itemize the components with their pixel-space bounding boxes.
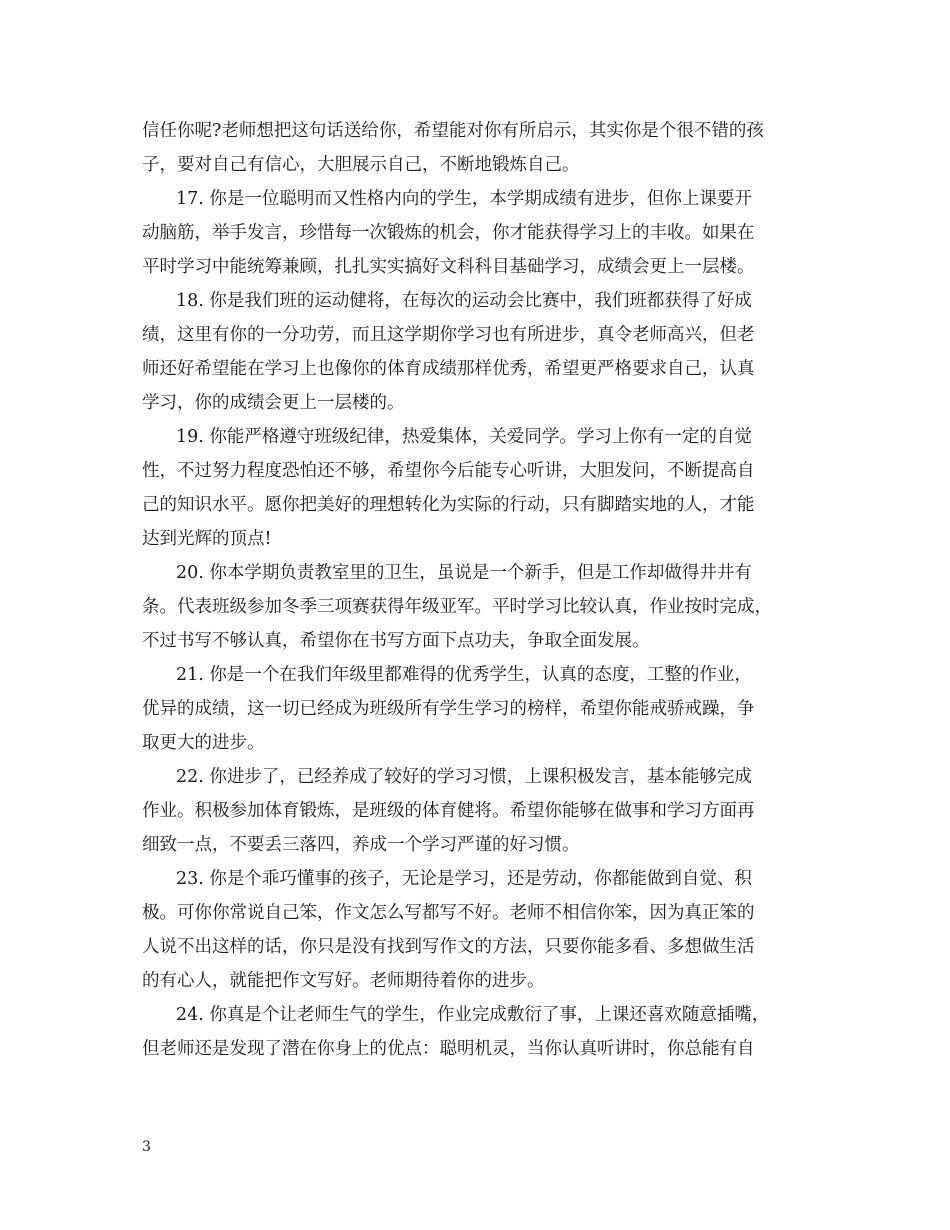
text-line: 子，要对自己有信心，大胆展示自己，不断地锻炼自己。 — [142, 155, 580, 175]
text-line: 动脑筋，举手发言，珍惜每一次锻炼的机会，你才能获得学习上的丰收。如果在 — [142, 223, 755, 243]
text-line: 信任你呢?老师想把这句话送给你，希望能对你有所启示，其实你是个很不错的孩 — [142, 121, 764, 141]
text-line: 优异的成绩，这一切已经成为班级所有学生学习的榜样，希望你能戒骄戒躁，争 — [142, 699, 755, 719]
numbered-paragraph-start: 23. 你是个乖巧懂事的孩子，无论是学习，还是劳动，你都能做到自觉、积 — [176, 869, 752, 889]
text-line: 但老师还是发现了潜在你身上的优点：聪明机灵，当你认真听讲时，你总能有自 — [142, 1039, 755, 1059]
numbered-paragraph-start: 21. 你是一个在我们年级里都难得的优秀学生，认真的态度，工整的作业， — [176, 665, 752, 685]
text-line: 绩，这里有你的一分功劳，而且这学期你学习也有所进步，真令老师高兴，但老 — [142, 325, 755, 345]
text-line: 条。代表班级参加冬季三项赛获得年级亚军。平时学习比较认真，作业按时完成， — [142, 597, 772, 617]
text-line: 达到光辉的顶点! — [142, 529, 272, 549]
numbered-paragraph-start: 24. 你真是个让老师生气的学生，作业完成敷衍了事，上课还喜欢随意插嘴， — [176, 1005, 770, 1025]
text-line: 人说不出这样的话，你只是没有找到写作文的方法，只要你能多看、多想做生活 — [142, 937, 755, 957]
text-line: 师还好希望能在学习上也像你的体育成绩那样优秀，希望更严格要求自己，认真 — [142, 359, 755, 379]
text-line: 学习，你的成绩会更上一层楼的。 — [142, 393, 405, 413]
text-line: 不过书写不够认真，希望你在书写方面下点功夫，争取全面发展。 — [142, 631, 650, 651]
numbered-paragraph-start: 20. 你本学期负责教室里的卫生，虽说是一个新手，但是工作却做得井井有 — [176, 563, 752, 583]
document-body — [142, 114, 810, 1066]
text-line: 平时学习中能统筹兼顾，扎扎实实搞好文科科目基础学习，成绩会更上一层楼。 — [142, 257, 755, 277]
text-line: 极。可你你常说自己笨，作文怎么写都写不好。老师不相信你笨，因为真正笨的 — [142, 903, 755, 923]
page-number: 3 — [142, 1139, 151, 1155]
text-line: 作业。积极参加体育锻炼，是班级的体育健将。希望你能够在做事和学习方面再 — [142, 801, 755, 821]
text-line: 细致一点，不要丢三落四，养成一个学习严谨的好习惯。 — [142, 835, 580, 855]
numbered-paragraph-start: 19. 你能严格遵守班级纪律，热爱集体，关爱同学。学习上你有一定的自觉 — [176, 427, 752, 447]
numbered-paragraph-start: 18. 你是我们班的运动健将，在每次的运动会比赛中，我们班都获得了好成 — [176, 291, 752, 311]
numbered-paragraph-start: 22. 你进步了，已经养成了较好的学习习惯，上课积极发言，基本能够完成 — [176, 767, 752, 787]
text-line: 性，不过努力程度恐怕还不够，希望你今后能专心听讲，大胆发问，不断提高自 — [142, 461, 755, 481]
text-line: 的有心人，就能把作文写好。老师期待着你的进步。 — [142, 971, 545, 991]
text-line: 取更大的进步。 — [142, 733, 265, 753]
numbered-paragraph-start: 17. 你是一位聪明而又性格内向的学生，本学期成绩有进步，但你上课要开 — [176, 189, 752, 209]
text-line: 己的知识水平。愿你把美好的理想转化为实际的行动，只有脚踏实地的人，才能 — [142, 495, 755, 515]
